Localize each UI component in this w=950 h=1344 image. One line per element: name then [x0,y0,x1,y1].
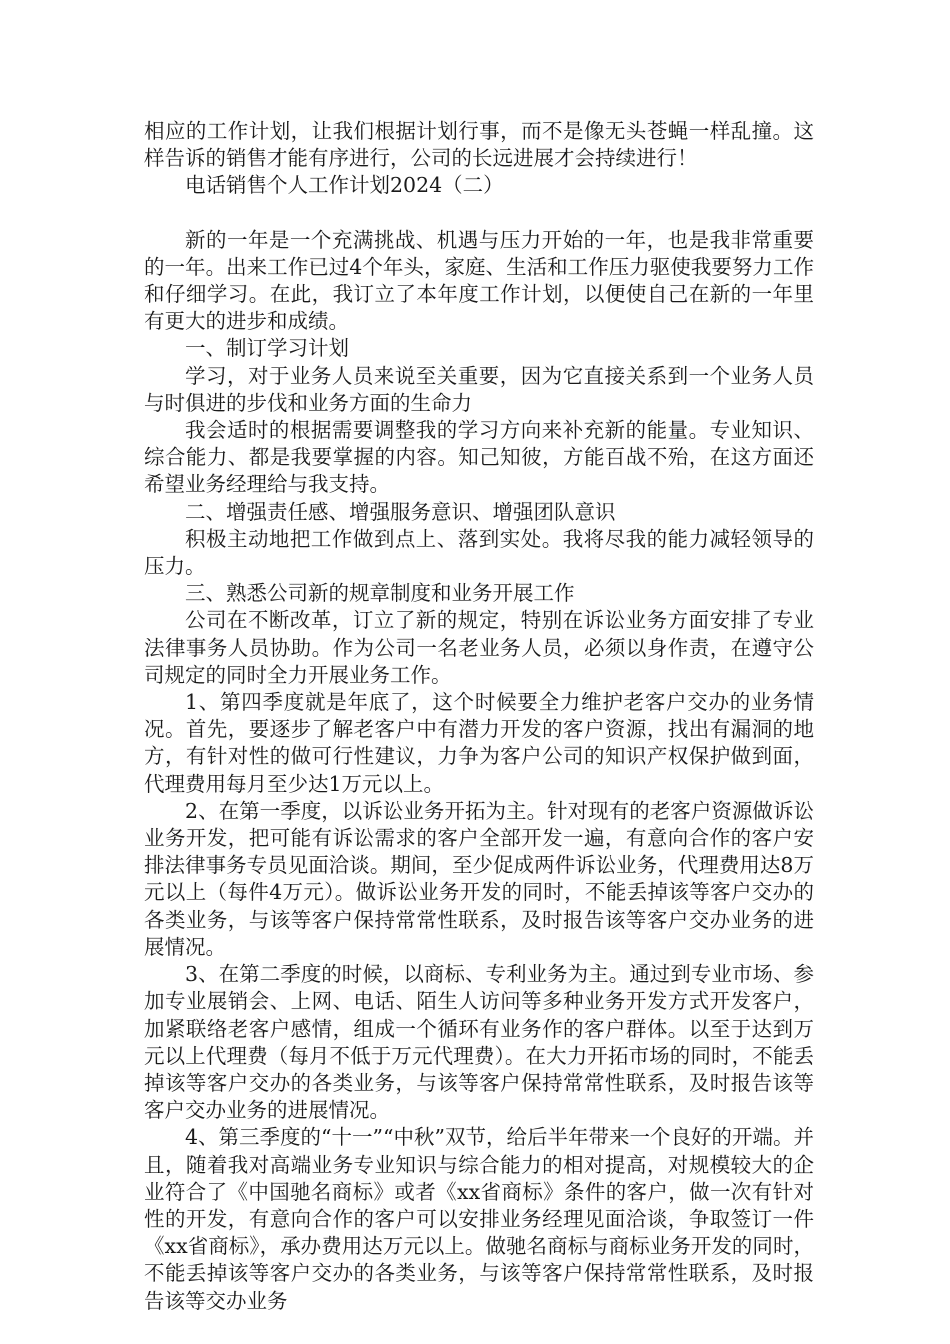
heading-study-plan: 一、制订学习计划 [185,336,349,361]
paragraph-proactive: 积极主动地把工作做到点上、落到实处。我将尽我的能力减轻领导的压力。 [144,526,814,579]
paragraph-study: 学习，对于业务人员来说至关重要，因为它直接关系到一个业务人员与时俱进的步伐和业务方面的生命力 [144,363,814,415]
list-item-q4: 1、第四季度就是年底了，这个时候要全力维护老客户交办的业务情况。首先，要逐步了解老客户中有潜力开发的客户资源，找出有漏洞的地方，有针对性的做可行性建议，力争为客户公司的知识产权保护做到面，代理费用每月至少达1万元以上。 [144,690,814,796]
list-item-q3: 4、第三季度的“十一”“中秋”双节，给后半年带来一个良好的开端。并且，随着我对高端业务专业知识与综合能力的相对提高，对规模较大的企业符合了《中国驰名商标》或者《xx省商标》条件的客户，做一次有针对性的开发，有意向合作的客户可以安排业务经理见面洽谈，争取签订一件《xx省商标》，承办费用达万元以上。做驰名商标与商标业务开发的同时，不能丢掉该等客户交办的各类业务，与该等客户保持常常性联系，及时报告该等交办业务 [144,1125,814,1313]
paragraph-adjust: 我会适时的根据需要调整我的学习方向来补充新的能量。专业知识、综合能力、都是我要掌握的内容。知己知彼，方能百战不殆，在这方面还希望业务经理给与我支持。 [144,418,814,497]
blank-line [144,200,814,227]
section-title: 电话销售个人工作计划2024（二） [185,173,504,198]
paragraph-opening: 新的一年是一个充满挑战、机遇与压力开始的一年，也是我非常重要的一年。出来工作已过4个年头，家庭、生活和工作压力驱使我要努力工作和仔细学习。在此，我订立了本年度工作计划，以便使自己在新的一年里有更大的进步和成绩。 [144,227,814,334]
paragraph-intro-continuation: 相应的工作计划，让我们根据计划行事，而不是像无头苍蝇一样乱撞。这样告诉的销售才能有序进行，公司的长远进展才会持续进行！ [144,119,814,171]
paragraph-reform: 公司在不断改革，订立了新的规定，特别在诉讼业务方面安排了专业法律事务人员协助。作为公司一名老业务人员，必须以身作责，在遵守公司规定的同时全力开展业务工作。 [144,608,814,687]
document-page [144,118,814,1315]
list-item-q1: 2、在第一季度，以诉讼业务开拓为主。针对现有的老客户资源做诉讼业务开发，把可能有诉讼需求的客户全部开发一遍，有意向合作的客户安排法律事务专员见面洽谈。期间，至少促成两件诉讼业务，代理费用达8万元以上（每件4万元）。做诉讼业务开发的同时，不能丢掉该等客户交办的各类业务，与该等客户保持常常性联系，及时报告该等客户交办业务的进展情况。 [144,798,814,959]
heading-responsibility: 二、增强责任感、增强服务意识、增强团队意识 [185,499,616,524]
list-item-q2: 3、在第二季度的时候，以商标、专利业务为主。通过到专业市场、参加专业展销会、上网、电话、陌生人访问等多种业务开发方式开发客户，加紧联络老客户感情，组成一个循环有业务作的客户群体。以至于达到万元以上代理费（每月不低于万元代理费）。在大力开拓市场的同时，不能丢掉该等客户交办的各类业务，与该等客户保持常常性联系，及时报告该等客户交办业务的进展情况。 [144,962,814,1123]
heading-regulations: 三、熟悉公司新的规章制度和业务开展工作 [185,581,575,606]
